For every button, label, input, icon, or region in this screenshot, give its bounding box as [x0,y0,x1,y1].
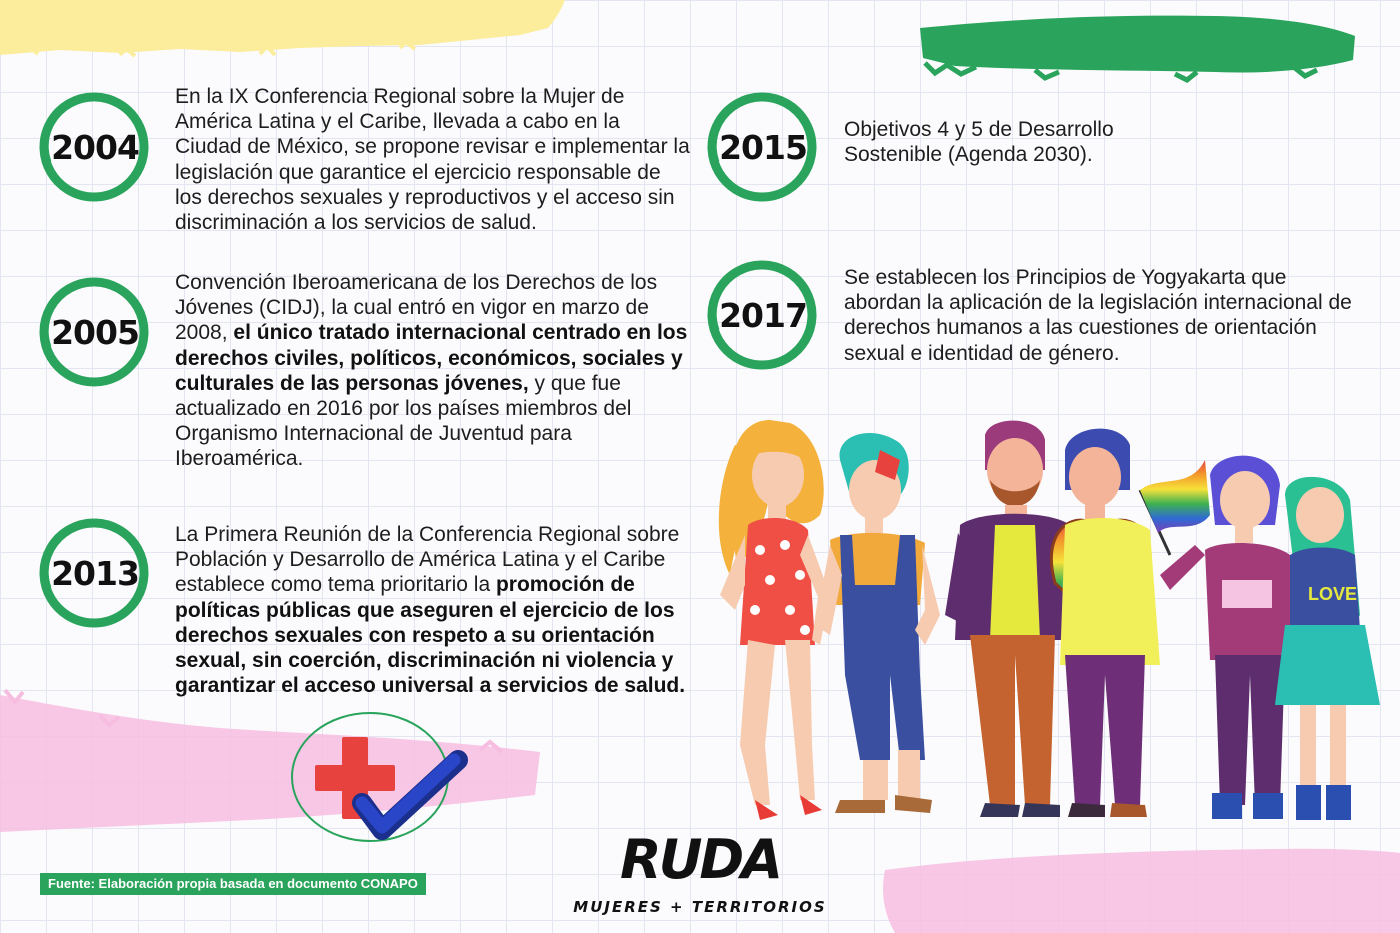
year-label: 2017 [719,295,807,335]
year-label: 2015 [719,127,807,167]
timeline-description [175,522,695,698]
year-badge-2004 [35,87,155,207]
yellow-brush-stroke [0,0,600,60]
person-blonde-woman-figure [719,420,830,820]
health-check-icon [290,705,470,845]
text-segment: La Primera Reunión de la Conferencia Regional sobre Población y Desarrollo de América Latina y el Caribe establece como tema prioritario la [175,523,680,597]
year-label: 2004 [51,127,139,167]
year-label: 2013 [51,553,139,593]
year-badge-2013 [35,513,155,633]
ruda-logo: RUDA [620,828,781,891]
year-badge-2005 [35,272,155,392]
text-segment: Objetivos 4 y 5 de Desarrollo Sostenible (Agenda 2030). [844,118,1114,167]
timeline-description [844,117,1144,167]
diverse-people-illustration [700,415,1390,830]
year-badge-2017 [703,255,823,375]
pink-brush-stroke-right [875,845,1400,933]
person-yellow-shirt-figure [1060,429,1160,817]
person-love-shirt-figure [1275,477,1380,820]
timeline-description [175,270,690,472]
love-shirt-text: LOVE [1308,584,1358,604]
bold-text-segment: promoción de políticas públicas que aseguren el ejercicio de los derechos sexuales con respeto a su orientación sexual, sin coerción, discriminación ni violencia y garantizar el acceso universal a servicios de salud. [175,573,686,698]
text-segment: En la IX Conferencia Regional sobre la Mujer de América Latina y el Caribe, llevada a cabo en la Ciudad de México, se propone revisar e implementar la legislación que garantice el ejercicio responsable de los derechos sexuales y reproductivos y el acceso sin discriminación a los servicios de salud. [175,85,690,235]
year-label: 2005 [51,312,139,352]
timeline-description [175,84,690,235]
text-segment: y que fue actualizado en 2016 por los países miembros del Organismo Internacional de Juventud para Iberoamérica. [175,371,632,471]
timeline-description [844,265,1359,366]
bold-text-segment: el único tratado internacional centrado en los derechos civiles, políticos, económicos, sociales y culturales de las personas jóvenes, [175,321,688,395]
green-brush-stroke [915,8,1365,83]
person-teal-hair-figure [815,433,940,813]
text-segment: Se establecen los Principios de Yogyakarta que abordan la aplicación de la legislación internacional de derechos humanos a las cuestiones de orientación sexual e identidad de género. [844,266,1352,365]
ruda-logo-tagline: MUJERES + TERRITORIOS [573,898,827,916]
text-segment: Convención Iberoamericana de los Derechos de los Jóvenes (CIDJ), la cual entró en vigor en marzo de 2008, [175,271,658,345]
year-badge-2015 [703,87,823,207]
source-note: Fuente: Elaboración propia basada en documento CONAPO [40,873,426,895]
person-bearded-man-figure [945,421,1075,817]
